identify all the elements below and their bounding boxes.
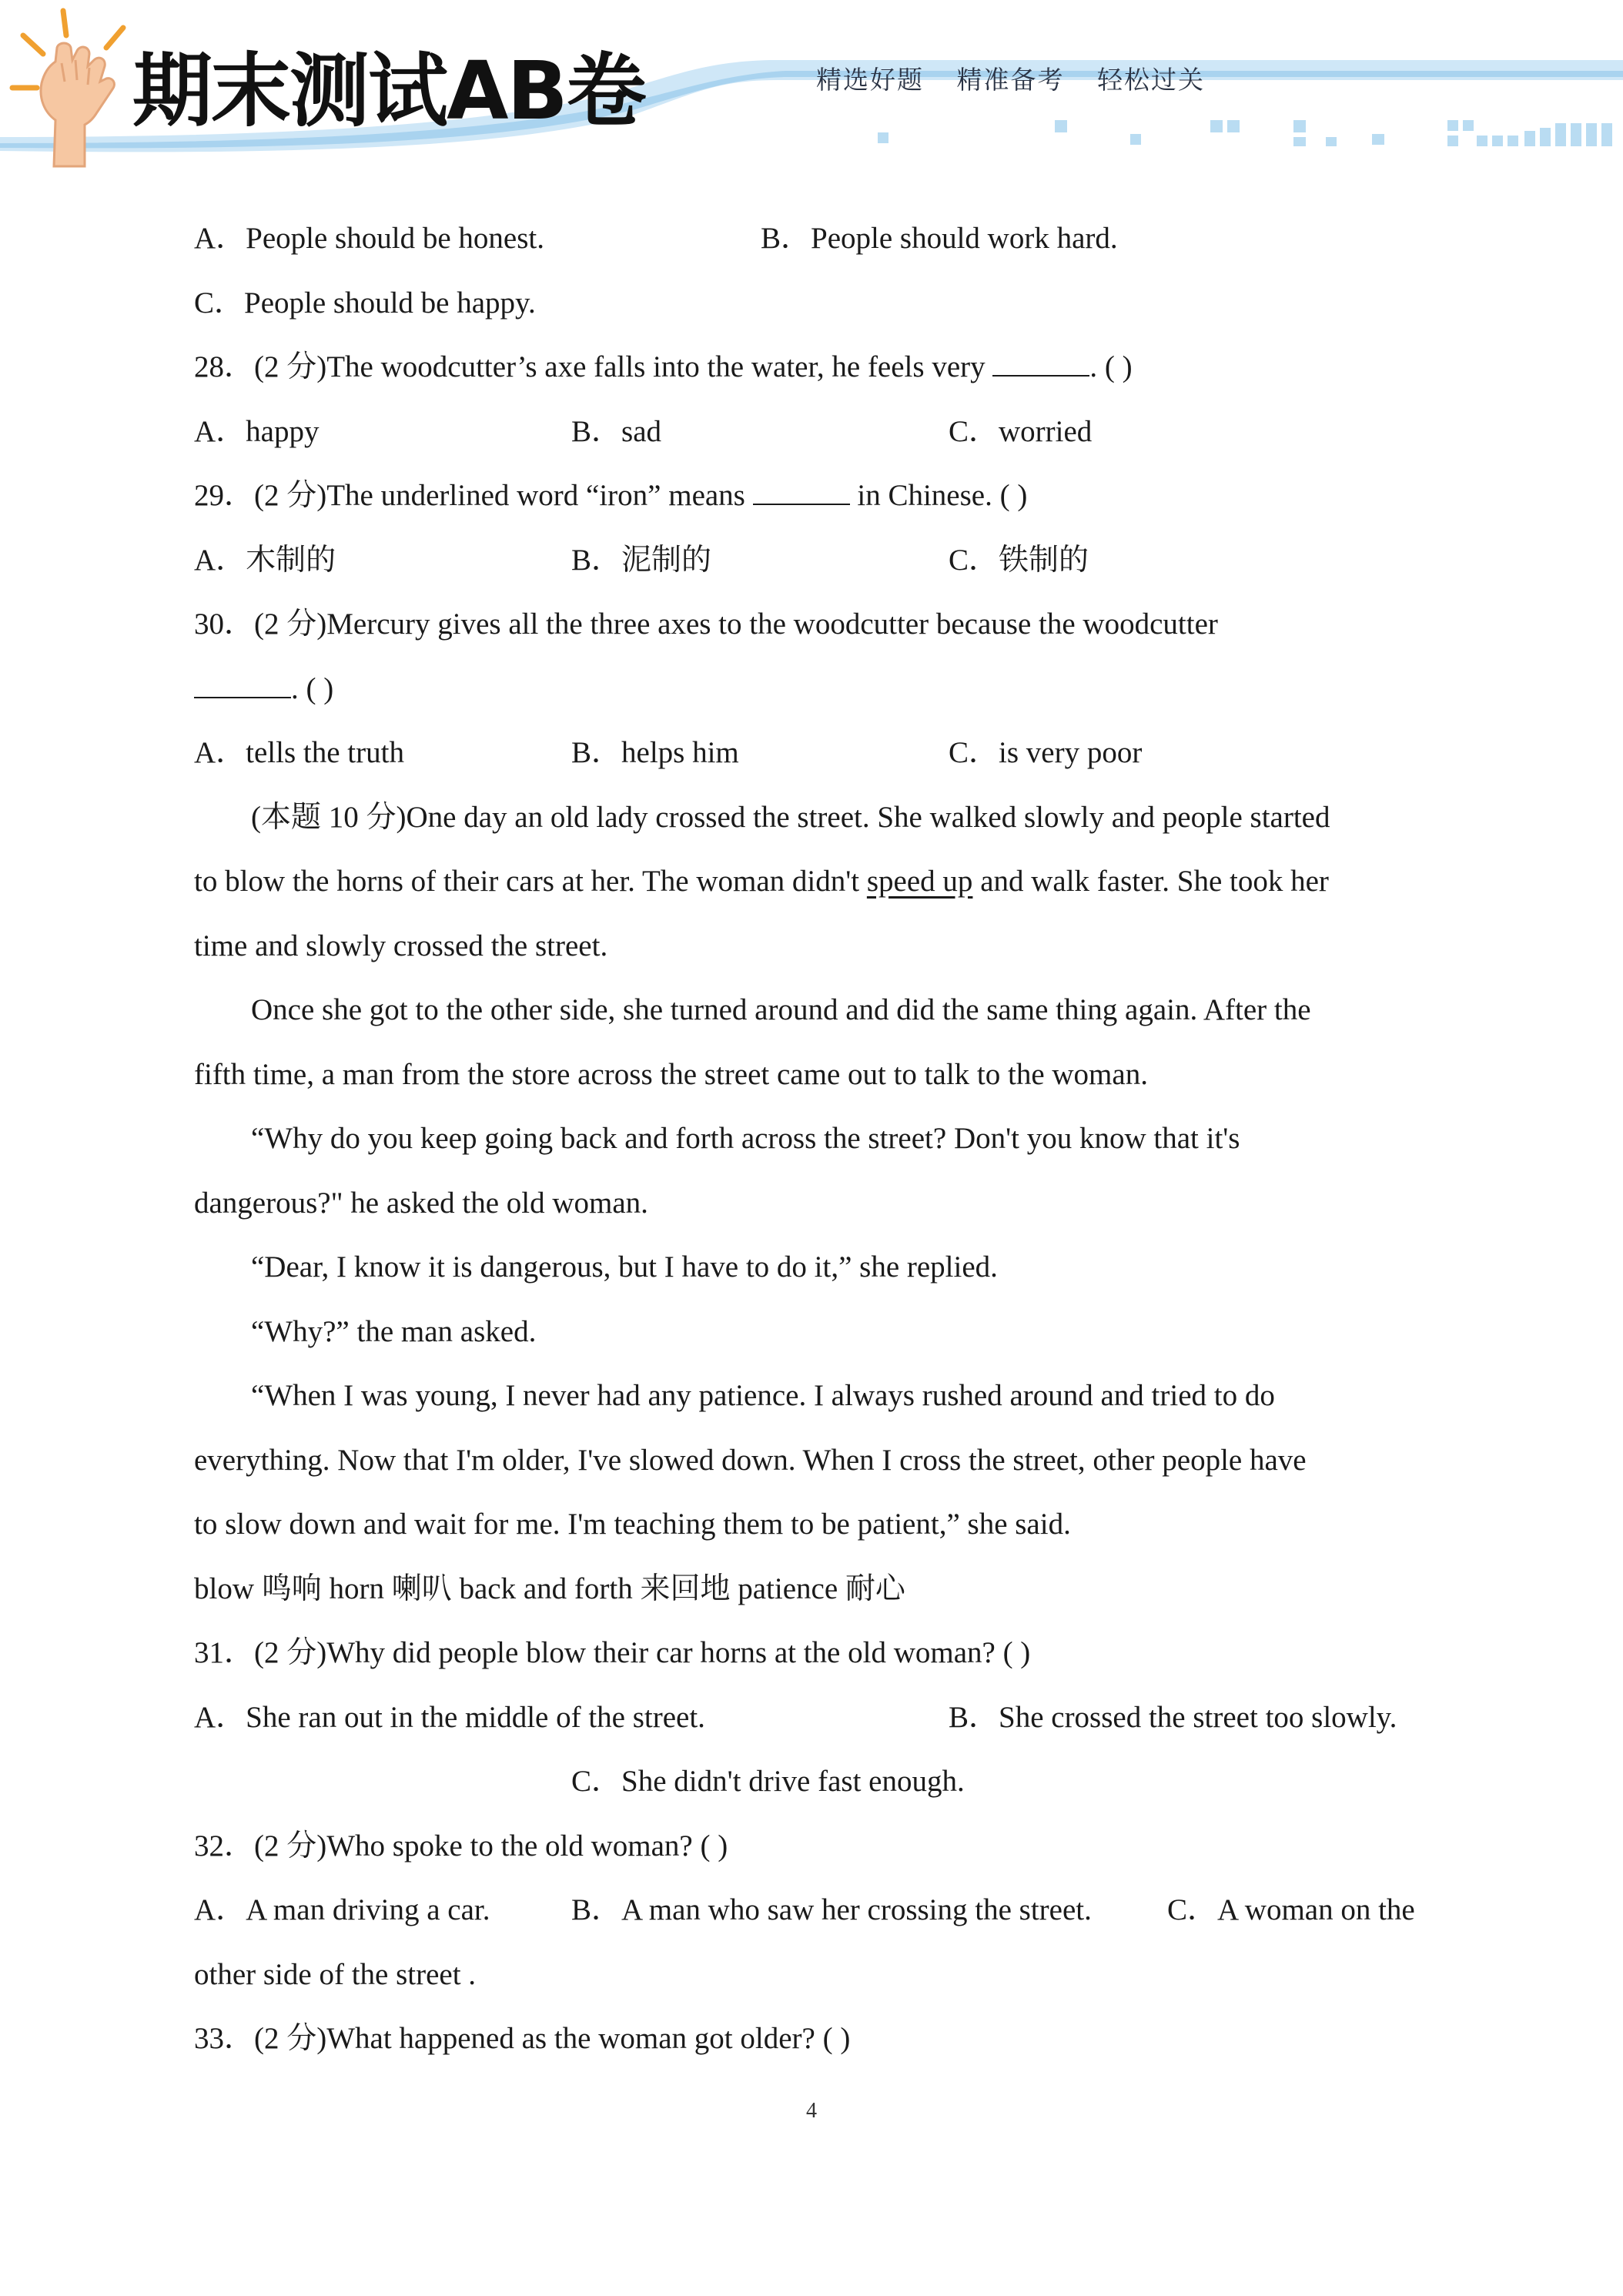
- text-line: [194, 528, 1441, 593]
- line-text: 31．(2 分)Why did people blow their car horns at the old woman? ( ): [194, 1636, 1031, 1669]
- text-line: [194, 1943, 1441, 2007]
- text-line: [194, 1492, 1441, 1557]
- option-c: C．is very poor: [949, 736, 1143, 769]
- text-line: [194, 464, 1441, 528]
- line-text: to slow down and wait for me. I'm teaching them to be patient,” she said.: [194, 1508, 1071, 1541]
- text-line: [194, 206, 1441, 271]
- line-text: fifth time, a man from the store across the street came out to talk to the woman.: [194, 1057, 1148, 1091]
- paragraph-text: “Why do you keep going back and forth across the street? Don't you know that it's: [251, 1122, 1240, 1155]
- text-line: [194, 1106, 1441, 1171]
- paragraph-text: (本题 10 分)One day an old lady crossed the street. She walked slowly and people started: [251, 800, 1330, 834]
- paragraph-text: and walk faster. She took her: [972, 865, 1329, 898]
- option-b: B．She crossed the street too slowly.: [949, 1700, 1397, 1734]
- text-line: [194, 785, 1441, 850]
- underlined-phrase: speed up: [866, 865, 973, 898]
- text-line: [194, 849, 1441, 914]
- question-text: 29．(2 分)The underlined word “iron” means: [194, 479, 753, 512]
- text-line: [194, 1557, 1441, 1622]
- text-line: [194, 2006, 1441, 2071]
- option-a: A．木制的: [194, 543, 336, 577]
- text-line: [194, 400, 1441, 464]
- paragraph-text: Once she got to the other side, she turned around and did the same thing again. After the: [251, 993, 1311, 1026]
- option-a: A．happy: [194, 414, 320, 448]
- option-b: B．People should work hard.: [761, 222, 1118, 255]
- option-b: B．泥制的: [571, 543, 712, 577]
- text-line: [194, 1428, 1441, 1493]
- line-text: 32．(2 分)Who spoke to the old woman? ( ): [194, 1829, 728, 1863]
- question-text: 28．(2 分)The woodcutter’s axe falls into the water, he feels very: [194, 350, 993, 383]
- text-line: [194, 1749, 1441, 1814]
- page-number: 4: [806, 2099, 817, 2123]
- line-text: dangerous?" he asked the old woman.: [194, 1186, 648, 1220]
- text-line: [194, 1685, 1441, 1750]
- option-c: C．A woman on the: [1167, 1893, 1415, 1926]
- text-line: [194, 335, 1441, 400]
- option-b: B．helps him: [571, 736, 739, 769]
- paragraph-text: to blow the horns of their cars at her. The woman didn't: [194, 865, 867, 898]
- answer-blank[interactable]: [992, 352, 1089, 377]
- text-line: [194, 1300, 1441, 1364]
- text-line: [194, 1235, 1441, 1300]
- exam-content: [194, 206, 1441, 2071]
- paragraph-text: “Why?” the man asked.: [251, 1314, 537, 1348]
- paragraph-text: “When I was young, I never had any patience. I always rushed around and tried to do: [251, 1379, 1275, 1412]
- text-line: [194, 1814, 1441, 1879]
- text-line: [194, 1621, 1441, 1685]
- line-text: blow 鸣响 horn 喇叭 back and forth 来回地 patience 耐心: [194, 1571, 905, 1605]
- option-a: A．tells the truth: [194, 736, 404, 769]
- page-header: [0, 0, 1623, 177]
- answer-blank[interactable]: [194, 674, 291, 698]
- option-c: C．She didn't drive fast enough.: [571, 1765, 965, 1798]
- text-line: [194, 721, 1441, 785]
- option-b: B．A man who saw her crossing the street.: [571, 1893, 1092, 1926]
- text-line: [194, 978, 1441, 1043]
- header-title: 期末测试AB卷: [132, 44, 645, 138]
- text-line: [194, 1171, 1441, 1236]
- question-suffix: in Chinese. ( ): [849, 479, 1028, 512]
- text-line: [194, 1364, 1441, 1428]
- paragraph-text: “Dear, I know it is dangerous, but I have to do it,” she replied.: [251, 1250, 998, 1284]
- line-text: C．People should be happy.: [194, 286, 536, 320]
- line-text: everything. Now that I'm older, I've slowed down. When I cross the street, other people have: [194, 1443, 1307, 1477]
- text-line: [194, 1043, 1441, 1107]
- line-text: time and slowly crossed the street.: [194, 929, 608, 962]
- question-suffix: . ( ): [1089, 350, 1133, 383]
- option-c: C．worried: [949, 414, 1093, 448]
- text-line: [194, 271, 1441, 336]
- option-a: A．People should be honest.: [194, 222, 544, 255]
- option-a: A．She ran out in the middle of the street.: [194, 1700, 705, 1734]
- option-a: A．A man driving a car.: [194, 1893, 490, 1926]
- line-text: 30．(2 分)Mercury gives all the three axes to the woodcutter because the woodcutter: [194, 607, 1218, 641]
- line-text: 33．(2 分)What happened as the woman got older? ( ): [194, 2022, 851, 2055]
- option-c: C．铁制的: [949, 543, 1089, 577]
- text-line: [194, 1878, 1441, 1943]
- line-text: other side of the street .: [194, 1957, 477, 1991]
- option-b: B．sad: [571, 414, 662, 448]
- question-suffix: . ( ): [291, 671, 334, 705]
- text-line: [194, 657, 1441, 721]
- text-line: [194, 914, 1441, 979]
- header-slogan: 精选好题 精准备考 轻松过关: [816, 65, 1205, 95]
- answer-blank[interactable]: [753, 480, 850, 505]
- text-line: [194, 592, 1441, 657]
- raised-hand-icon: [8, 5, 139, 174]
